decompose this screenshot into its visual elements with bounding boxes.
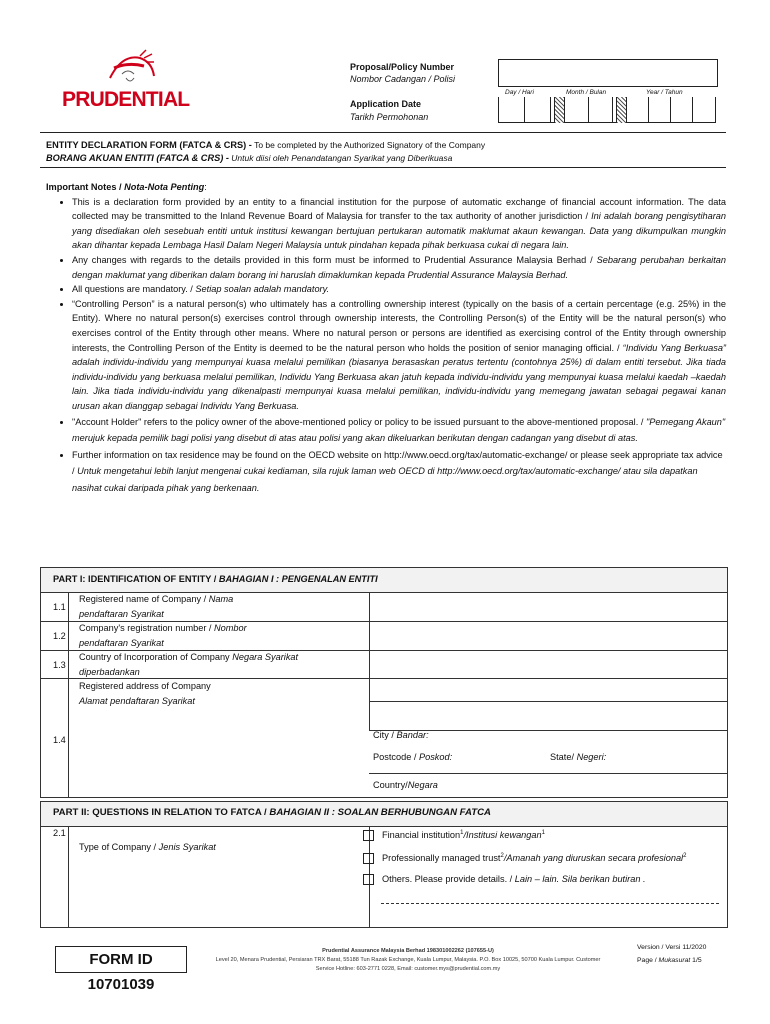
note-item: • Any changes with regards to the details provided in this form must be informed to Prudential Assurance Malaysia Berhad / Sebarang perubahan berkaitan dengan maklumat yang diberikan dalam borang ini haruslah dimaklumkan kepada Prudential Assurance Malaysia Berhad. <box>72 253 726 282</box>
form-title-en <box>46 140 485 150</box>
application-date-label: Application Date <box>350 99 422 109</box>
company-type-label: Type of Company / Jenis Syarikat <box>79 842 216 852</box>
footer-version: Version / Versi 11/2020 <box>637 944 707 951</box>
row-1-2-num: 1.2 <box>53 631 66 641</box>
address-field[interactable] <box>371 679 726 701</box>
notes-heading: Important Notes / Nota-Nota Penting: <box>46 182 207 192</box>
proposal-number-field[interactable] <box>498 59 718 87</box>
part2-header <box>41 802 727 827</box>
registration-number-field[interactable] <box>371 622 726 649</box>
others-details-field[interactable] <box>381 903 719 904</box>
part1-title-ms: BAHAGIAN I : PENGENALAN ENTITI <box>218 574 378 584</box>
company-name-field[interactable] <box>371 593 726 620</box>
others-checkbox[interactable] <box>363 874 374 885</box>
row-1-3-num: 1.3 <box>53 660 66 670</box>
form-title-ms-bold: BORANG AKUAN ENTITI (FATCA & CRS) - <box>46 153 229 163</box>
date-day-label: Day / Hari <box>505 89 534 96</box>
logo-wordmark: PRUDENTIAL <box>62 88 190 111</box>
footer-address <box>213 947 603 974</box>
state-label: State/ Negeri: <box>550 752 607 762</box>
incorporation-country-field[interactable] <box>371 651 726 677</box>
city-label: City / Bandar: <box>373 730 429 740</box>
proposal-label-ms: Nombor Cadangan / Polisi <box>350 74 456 84</box>
row-1-1-num: 1.1 <box>53 602 66 612</box>
part2-title-ms: BAHAGIAN II : SOALAN BERHUBUNGAN FATCA <box>269 807 491 818</box>
row-1-1-label: Registered name of Company / Nama pendaftaran Syarikat <box>79 594 234 619</box>
note-item: • "Account Holder" refers to the policy owner of the above-mentioned policy or policy to be issued pursuant to the above-mentioned proposal. / "Pemegang Akaun" merujuk kepada pemilik bagi polisi yang disebut di atas atau polisi yang akan dikeluarkan berikutan dengan cadangan yang disebut di atas. <box>72 414 726 447</box>
row-1-4-label: Registered address of Company Alamat pendaftaran Syarikat <box>79 681 211 706</box>
important-notes <box>46 180 726 496</box>
footer-company: Prudential Assurance Malaysia Berhad 198301002262 (107655-U) <box>322 948 494 954</box>
form-title-ms <box>46 153 452 163</box>
date-month-label: Month / Bulan <box>566 89 607 96</box>
row-1-2-label: Company's registration number / Nombor pendaftaran Syarikat <box>79 623 247 648</box>
footer-page: Page / Mukasurat 1/5 <box>637 957 702 964</box>
row-1-3-label: Country of Incorporation of Company Negara Syarikat diperbadankan <box>79 652 299 677</box>
financial-institution-checkbox[interactable] <box>363 830 374 841</box>
part1-header <box>41 568 727 593</box>
postcode-label: Postcode / Poskod: <box>373 752 453 762</box>
form-id: FORM ID 10701039 <box>55 946 187 973</box>
logo-figure-icon <box>100 48 160 92</box>
header-divider <box>40 132 726 133</box>
part1-title-en: PART I: IDENTIFICATION OF ENTITY / <box>53 574 219 584</box>
note-item: • All questions are mandatory. / Setiap soalan adalah mandatory. <box>72 282 726 297</box>
prudential-logo <box>62 48 202 118</box>
row-2-1-num: 2.1 <box>53 828 66 838</box>
country-label: Country/Negara <box>373 780 438 790</box>
form-title-en-rest: To be completed by the Authorized Signatory of the Company <box>251 140 486 150</box>
title-divider <box>40 167 726 168</box>
option-others[interactable]: Others. Please provide details. / Lain – lain. Sila berikan butiran . <box>363 872 646 887</box>
part2-title-en: PART II: QUESTIONS IN RELATION TO FATCA / <box>53 807 270 818</box>
proposal-label: Proposal/Policy Number <box>350 62 455 72</box>
option-financial-institution[interactable]: Financial institution$^1$/Institusi kewangan$^1$ <box>363 826 545 843</box>
note-item: • This is a declaration form provided by an entity to a financial institution for the purpose of automatic exchange of financial account information. The data collected may be transmitted to the Inland Revenue Board of Malaysia for transfer to the tax authority of another jurisdiction / Ini adalah borang pengisytiharan yang disediakan oleh sesebuah entiti untuk institusi kewangan bertujuan pertukaran automatik maklumat akaun kewangan. Data yang dikumpulkan mungkin akan dihantar kepada Lembaga Hasil Dalam Negeri Malaysia untuk pindahan kepada pihak berkuasa cukai di negara lain. <box>72 195 726 253</box>
note-item: • “Controlling Person” is a natural person(s) who ultimately has a controlling ownership interest (typically on the basis of a certain percentage (e.g. 25%) in the Entity). Where no natural person(s) exercises control through ownership interests, the Controlling Person(s) of the Entity will be the natural person(s) who exercises control of the Entity through other means. Where no natural person or persons are identified as exercising control of the Entity through ownership interests, the Controlling Person of the Entity is deemed to be the natural person who holds the position of senior managing official. / “Individu Yang Berkuasa” adalah individu-individu yang mempunyai kuasa melalui pemilikan (biasanya berasaskan peratus tertentu (contohnya 25%) di dalam entiti tersebut. Jika tiada individu-individu yang berkuasa melalui pemilikan, Individu Yang Berkuasa akan jatuh kepada individu-individu yang mempunyai kuasa melalui kaedah –kaedah lain. Jika tiada individu-individu yang dikenalpasti mempunyai kuasa melalui pemilikan, individu-individu yang memegang jawatan sebagai pegawai kanan urusan akan dianggap sebagai Individu Yang Berkuasa. <box>72 297 726 414</box>
footer-contact: Level 20, Menara Prudential, Persiaran TRX Barat, 55188 Tun Razak Exchange, Kuala Lumpur, Malaysia. P.O. Box 10025, 50700 Kuala Lumpur. Customer Service Hotline: 603-2771 0228, Email: customer.mys@prudential.com.my <box>215 957 601 972</box>
application-date-label-ms: Tarikh Permohonan <box>350 112 429 122</box>
row-1-4-num: 1.4 <box>53 735 66 745</box>
option-managed-trust[interactable]: Professionally managed trust$^2$/Amanah yang diuruskan secara profesional$^2$ <box>363 849 686 866</box>
date-year-label: Year / Tahun <box>646 89 683 96</box>
application-date-field[interactable] <box>498 97 716 123</box>
part1-table <box>40 567 728 798</box>
form-title-ms-rest: Untuk diisi oleh Penandatangan Syarikat yang Diberikuasa <box>228 153 453 163</box>
managed-trust-checkbox[interactable] <box>363 853 374 864</box>
form-title-en-bold: ENTITY DECLARATION FORM (FATCA & CRS) - <box>46 140 252 150</box>
part2-table <box>40 801 728 928</box>
note-item: • Further information on tax residence may be found on the OECD website on http://www.oecd.org/tax/automatic-exchange/ or please seek appropriate tax advice / Untuk mengetahui lebih lanjut mengenai cukai kediaman, sila rujuk laman web OECD di http://www.oecd.org/tax/automatic-exchange/ atau sila dapatkan nasihat cukai daripada pihak yang berkenaan. <box>72 447 726 497</box>
